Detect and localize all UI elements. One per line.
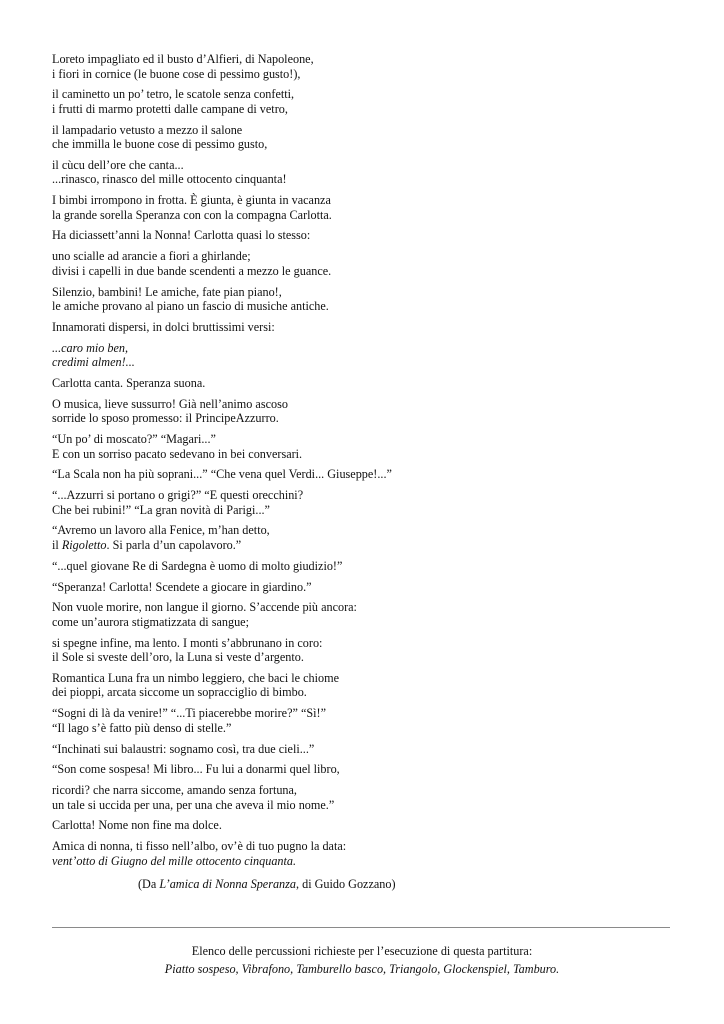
poem-line: “Sogni di là da venire!” “...Ti piacerebbe morire?” “Sì!” <box>52 706 326 721</box>
poem-line: Carlotta canta. Speranza suona. <box>52 375 206 390</box>
rigoletto-suffix: . Si parla d’un capolavoro.” <box>106 537 242 552</box>
stanza <box>52 158 672 187</box>
poem-line: E con un sorriso pacato sedevano in bei conversari. <box>52 446 303 461</box>
stanza <box>52 376 672 391</box>
percussion-list: Piatto sospeso, Vibrafono, Tamburello basco, Triangolo, Glockenspiel, Tamburo. <box>164 962 560 976</box>
stanza <box>52 488 672 517</box>
stanza <box>52 432 672 461</box>
poem-line: “...Azzurri si portano o grigi?” “E questi orecchini? <box>52 488 304 503</box>
stanza <box>52 123 672 152</box>
stanza <box>52 762 672 777</box>
poem-line: si spegne infine, ma lento. I monti s’abbrunano in coro: <box>52 635 323 650</box>
stanza <box>52 671 672 700</box>
stanza <box>52 818 672 833</box>
poem-line: il Sole si sveste dell’oro, la Luna si veste d’argento. <box>52 650 304 665</box>
poem-line: che immilla le buone cose di pessimo gusto, <box>52 137 268 152</box>
poem-line: divisi i capelli in due bande scendenti a mezzo le guance. <box>52 263 332 278</box>
poem-line: la grande sorella Speranza con con la compagna Carlotta. <box>52 207 332 222</box>
percussion-footer <box>0 942 724 978</box>
poem-line: Amica di nonna, ti fisso nell’albo, ov’è di tuo pugno la data: <box>52 839 347 854</box>
poem-line: i frutti di marmo protetti dalle campane di vetro, <box>52 101 288 116</box>
poem-line: come un’aurora stigmatizzata di sangue; <box>52 614 249 629</box>
poem-line: il caminetto un po’ tetro, le scatole senza confetti, <box>52 87 295 102</box>
stanza <box>52 249 672 278</box>
poem-line: Ha diciassett’anni la Nonna! Carlotta quasi lo stesso: <box>52 228 311 243</box>
stanza <box>52 706 672 735</box>
poem-line: “Inchinati sui balaustri: sognamo così, tra due cieli...” <box>52 741 315 756</box>
poem-line: “Avremo un lavoro alla Fenice, m’han detto, <box>52 523 270 538</box>
poem-line: Romantica Luna fra un nimbo leggiero, che baci le chiome <box>52 670 339 685</box>
stanza <box>52 320 672 335</box>
poem-line: I bimbi irrompono in frotta. È giunta, è giunta in vacanza <box>52 193 331 208</box>
citation-suffix: , di Guido Gozzano) <box>296 877 396 891</box>
poem-line: credimi almen!... <box>52 355 135 370</box>
stanza <box>52 783 672 812</box>
footer-divider <box>52 927 670 928</box>
poem-line: vent’otto di Giugno del mille ottocento cinquanta. <box>52 853 297 868</box>
poem-line: Carlotta! Nome non fine ma dolce. <box>52 818 222 833</box>
poem-line: “Speranza! Carlotta! Scendete a giocare in giardino.” <box>52 579 312 594</box>
citation <box>138 877 396 892</box>
stanza <box>52 52 672 81</box>
citation-work-title: L’amica di Nonna Speranza <box>159 877 296 891</box>
stanza <box>52 600 672 629</box>
poem-line: Che bei rubini!” “La gran novità di Parigi...” <box>52 502 270 517</box>
stanza <box>52 228 672 243</box>
stanza <box>52 341 672 370</box>
stanza <box>52 839 672 868</box>
stanza <box>52 559 672 574</box>
rigoletto-title: Rigoletto <box>61 537 107 552</box>
poem-line: i fiori in cornice (le buone cose di pessimo gusto!), <box>52 66 301 81</box>
poem-line: Non vuole morire, non langue il giorno. S’accende più ancora: <box>52 600 357 615</box>
stanza <box>52 285 672 314</box>
percussion-heading: Elenco delle percussioni richieste per l’esecuzione di questa partitura: <box>191 944 533 958</box>
stanza <box>52 523 672 552</box>
poem-line: le amiche provano al piano un fascio di musiche antiche. <box>52 299 329 314</box>
poem-line: “...quel giovane Re di Sardegna è uomo di molto giudizio!” <box>52 558 343 573</box>
poem-line: O musica, lieve sussurro! Già nell’animo ascoso <box>52 396 288 411</box>
stanza <box>52 580 672 595</box>
poem-line: “Il lago s’è fatto più denso di stelle.” <box>52 720 232 735</box>
poem-line: “La Scala non ha più soprani...” “Che vena quel Verdi... Giuseppe!...” <box>52 467 392 482</box>
citation-prefix: (Da <box>138 877 160 891</box>
stanza <box>52 397 672 426</box>
poem-line: “Son come sospesa! Mi libro... Fu lui a donarmi quel libro, <box>52 762 340 777</box>
stanza <box>52 742 672 757</box>
poem-line: ricordi? che narra siccome, amando senza fortuna, <box>52 783 297 798</box>
poem-line: Innamorati dispersi, in dolci bruttissimi versi: <box>52 319 275 334</box>
poem-line: uno scialle ad arancie a fiori a ghirlande; <box>52 249 251 264</box>
poem-line: dei pioppi, arcata siccome un sopracciglio di bimbo. <box>52 685 307 700</box>
poem-line: Silenzio, bambini! Le amiche, fate pian piano!, <box>52 284 282 299</box>
poem-line: Loreto impagliato ed il busto d’Alfieri, di Napoleone, <box>52 52 314 66</box>
stanza <box>52 193 672 222</box>
poem-line <box>52 538 672 553</box>
poem-line: ...rinasco, rinasco del mille ottocento cinquanta! <box>52 172 287 187</box>
stanza <box>52 636 672 665</box>
stanza <box>52 467 672 482</box>
poem-line: “Un po’ di moscato?” “Magari...” <box>52 432 216 447</box>
poem-line: un tale si uccida per una, per una che aveva il mio nome.” <box>52 797 335 812</box>
poem-line: sorride lo sposo promesso: il PrincipeAzzurro. <box>52 411 279 426</box>
poem-text <box>52 52 672 875</box>
poem-line: il cùcu dell’ore che canta... <box>52 157 184 172</box>
poem-line: ...caro mio ben, <box>52 340 129 355</box>
rigoletto-prefix: il <box>52 537 62 552</box>
stanza <box>52 87 672 116</box>
poem-line: il lampadario vetusto a mezzo il salone <box>52 122 243 137</box>
